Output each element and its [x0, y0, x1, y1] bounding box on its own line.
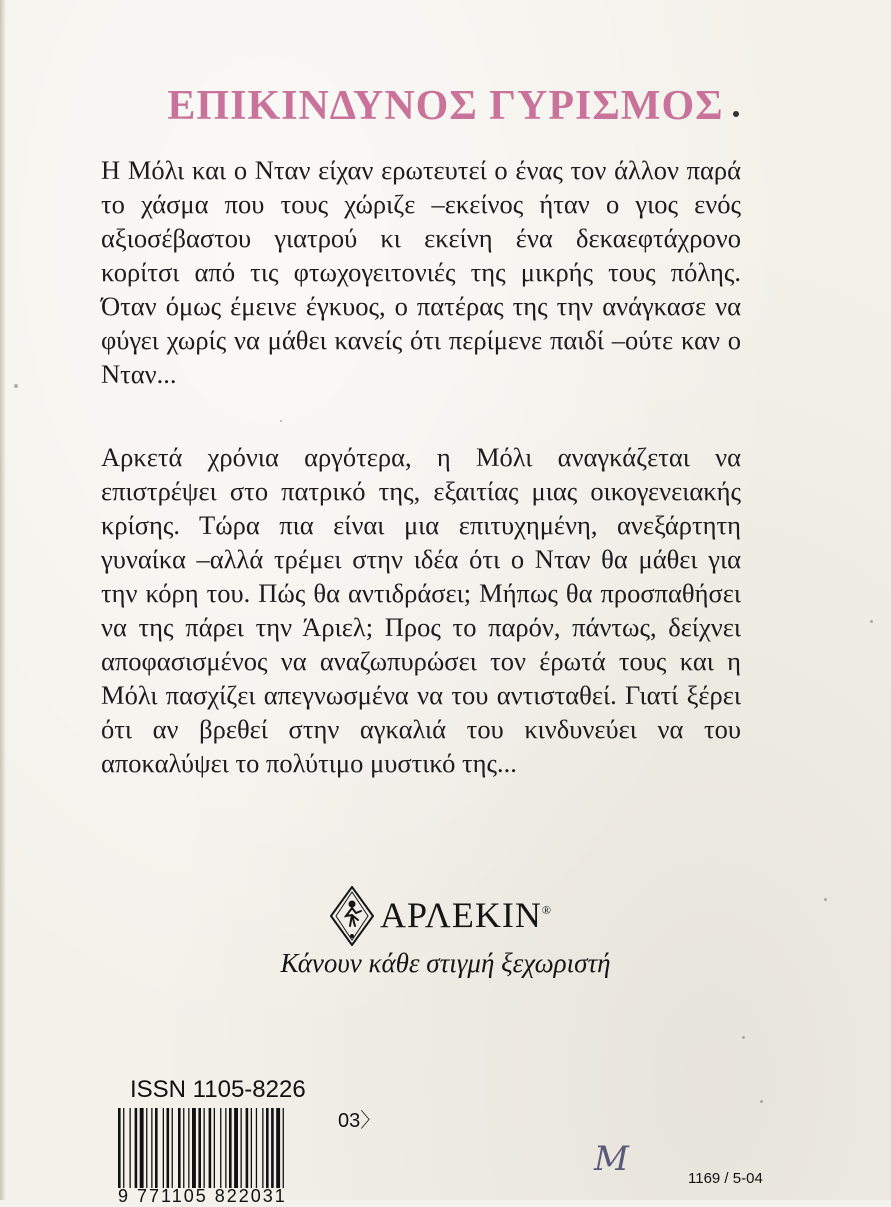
paper-speck	[280, 420, 282, 422]
paper-speck	[824, 898, 827, 901]
registered-mark: ®	[541, 903, 552, 917]
publisher-logo	[330, 884, 570, 948]
handwritten-mark	[586, 1138, 646, 1178]
paper-speck	[760, 1100, 763, 1103]
book-title: ΕΠΙΚΙΝΔΥΝΟΣ ΓΥΡΙΣΜΟΣ	[167, 83, 724, 129]
barcode-issue-code: 03〉	[338, 1110, 381, 1132]
decorative-dot	[733, 111, 739, 117]
publisher-name: ΑΡΛΕΚΙΝ	[380, 895, 542, 935]
paper-speck	[870, 620, 873, 623]
catalog-number: 1169 / 5-04	[688, 1170, 763, 1187]
barcode-digits: 9 771105 822031	[118, 1186, 287, 1206]
publisher-tagline: Κάνουν κάθε στιγμή ξεχωριστή	[280, 948, 611, 978]
issn-number: ISSN 1105-8226	[130, 1076, 306, 1103]
blurb-paragraph-1: Η Μόλι και ο Νταν είχαν ερωτευτεί ο ένας τον άλλον παρά το χάσμα που τους χώριζε –εκείνος ήταν ο γιος ενός αξιοσέβαστου γιατρού κι εκείνη ένα δεκαεφτάχρονο κορίτσι από τις φτωχογειτονιές της μικρής τους πόλης. Όταν όμως έμεινε έγκυος, ο πατέρας της την ανάγκασε να φύγει χωρίς να μάθει κανείς ότι περίμενε παιδί –ούτε καν ο Νταν...	[101, 155, 741, 389]
chevron-right-icon: 〉	[360, 1110, 381, 1132]
paper-speck	[742, 1036, 745, 1039]
harlequin-diamond-icon	[330, 886, 374, 946]
blurb-paragraph-2: Αρκετά χρόνια αργότερα, η Μόλι αναγκάζεται να επιστρέψει στο πατρικό της, εξαιτίας μιας οικογενειακής κρίσης. Τώρα πια είναι μια επιτυχημένη, ανεξάρτητη γυναίκα –αλλά τρέμει στην ιδέα ότι ο Νταν θα μάθει για την κόρη του. Πώς θα αντιδράσει; Μήπως θα προσπαθήσει να της πάρει την Άριελ; Προς το παρόν, πάντως, δείχνει αποφασισμένος να αναζωπυρώσει τον έρωτά τους και η Μόλι πασχίζει απεγνωσμένα να του αντισταθεί. Γιατί ξέρει ότι αν βρεθεί στην αγκαλιά του κινδυνεύει να του αποκαλύψει το πολύτιμο μυστικό της...	[101, 442, 741, 778]
svg-text:Μ: Μ	[594, 1139, 629, 1178]
cover-edge-shadow	[0, 0, 6, 1200]
paper-speck	[14, 384, 18, 388]
